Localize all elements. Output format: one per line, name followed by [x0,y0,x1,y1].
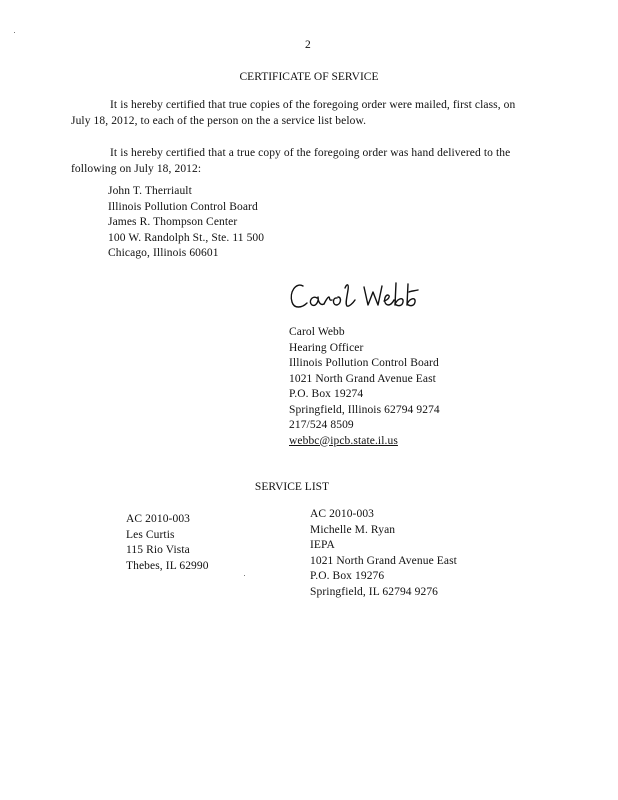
certificate-title [0,71,618,83]
service-right-line: Michelle M. Ryan [310,523,396,536]
signature-image [287,278,427,314]
hand-delivery-paragraph [71,146,526,177]
mailing-paragraph [71,98,526,129]
service-right-line: P.O. Box 19276 [310,570,385,582]
scan-speck [14,32,15,33]
service-left-line: Thebes, IL 62990 [126,559,209,572]
service-list-title-text: SERVICE LIST [254,481,330,493]
signature-line: 217/524 8509 [289,419,354,431]
recipient-line: 100 W. Randolph St., Ste. 11 500 [108,231,265,244]
service-left-line: 115 Rio Vista [126,544,190,556]
service-right-line: AC 2010-003 [310,508,375,520]
recipient-line: John T. Therriault [108,185,192,197]
service-list-left-column [126,512,209,574]
signature-line: 1021 North Grand Avenue East [289,372,436,385]
email-link[interactable]: webbc@ipcb.state.il.us [289,434,398,447]
recipient-line: Illinois Pollution Control Board [108,200,258,213]
mailing-line-1: It is hereby certified that true copies of the foregoing order were mailed, first class, on [110,99,516,111]
service-list-right-column [310,507,457,600]
signature-line: Springfield, Illinois 62794 9274 [289,403,440,416]
mailing-line-2: July 18, 2012, to each of the person on the a service list below. [71,114,367,127]
certificate-title-text: CERTIFICATE OF SERVICE [239,71,379,83]
signature-line: Carol Webb [289,326,345,338]
page-number: 2 [305,39,311,51]
scan-speck [244,575,245,576]
handwritten-signature [287,278,427,319]
recipient-line: James R. Thompson Center [108,216,238,228]
service-left-line: AC 2010-003 [126,513,191,525]
service-list-title [0,481,618,493]
recipient-line: Chicago, Illinois 60601 [108,247,219,259]
hand-delivery-line-2: following on July 18, 2012: [71,162,202,175]
signature-line: Hearing Officer [289,341,364,354]
service-left-line: Les Curtis [126,528,175,541]
service-right-line: Springfield, IL 62794 9276 [310,585,439,598]
recipient-address [108,184,264,262]
hand-delivery-line-1: It is hereby certified that a true copy of the foregoing order was hand delivered to the [110,147,511,159]
signature-line: Illinois Pollution Control Board [289,357,439,369]
hearing-officer-block [289,325,440,449]
service-right-line: IEPA [310,539,335,551]
service-right-line: 1021 North Grand Avenue East [310,554,457,567]
signature-line: P.O. Box 19274 [289,388,364,400]
